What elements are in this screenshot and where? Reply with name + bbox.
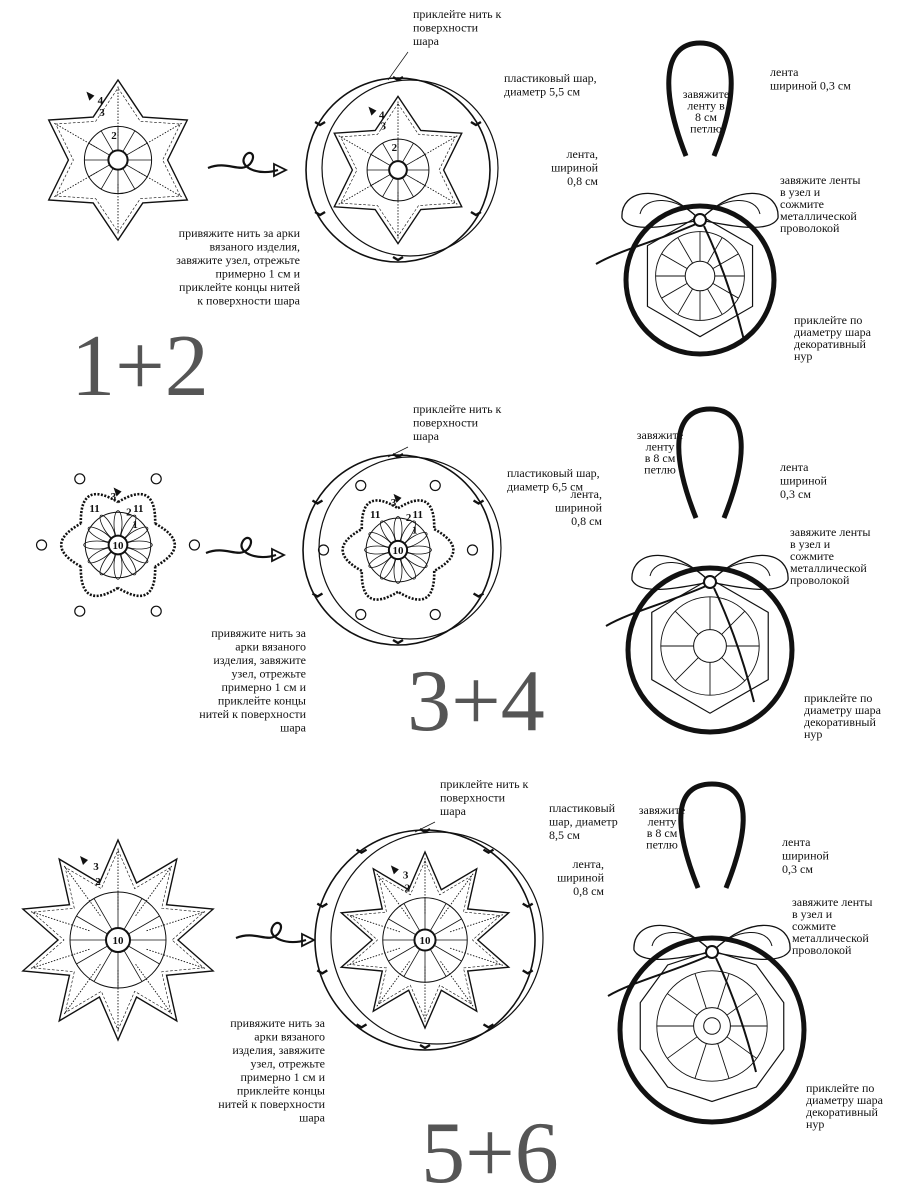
- ornament-motif-spoke: [695, 1043, 706, 1078]
- motif-picot: [430, 480, 440, 490]
- knot-label-line: сожмите: [780, 197, 824, 211]
- knot-label-line: в узел и: [792, 907, 833, 921]
- tie-label-line: арки вязаного: [254, 1029, 325, 1044]
- ribbon-wide-label-line: 0,8 см: [573, 884, 604, 898]
- motif-row-number: 2: [95, 876, 101, 888]
- motif-picot: [356, 480, 366, 490]
- ribbon-thin-label-line: 0,3 см: [780, 487, 811, 501]
- ball-label-line: диаметр 6,5 см: [507, 479, 584, 494]
- knot-label-line: сожмите: [790, 549, 834, 563]
- motif-stitch: [434, 945, 461, 961]
- knot-label-line: проволокой: [780, 221, 840, 235]
- ornament-motif-spoke: [678, 238, 693, 264]
- thread-tie-mark: [420, 1045, 430, 1048]
- motif-stitch: [128, 946, 159, 964]
- section-2: [37, 402, 882, 750]
- thread-tie-mark: [393, 257, 403, 260]
- knot-label-line: в узел и: [790, 537, 831, 551]
- ribbon-wide-label: [557, 857, 605, 898]
- loop-label-line: завяжите: [638, 803, 686, 817]
- ribbon-loop: [681, 784, 743, 888]
- tie-label-line: приклейте концы: [217, 693, 306, 708]
- ornament-motif-spoke: [678, 289, 693, 315]
- motif-petal: [84, 541, 111, 549]
- thread-tie-mark: [315, 212, 325, 215]
- motif-row-number: 4: [97, 95, 104, 107]
- motif-spoke: [147, 949, 207, 968]
- knot-label-line: завяжите ленты: [780, 173, 861, 187]
- tie-label-line: нитей к поверхности: [218, 1097, 325, 1111]
- ribbon-loop: [679, 409, 741, 518]
- motif-row-number: 11: [369, 509, 381, 522]
- glue-label: [413, 7, 502, 48]
- cord-label-line: диаметру шара: [804, 703, 881, 717]
- ornament-ball: [628, 568, 792, 732]
- motif-stitch: [406, 155, 425, 166]
- ornament-ball: [620, 938, 804, 1122]
- motif-stitch: [402, 143, 413, 162]
- loop-label: [637, 428, 683, 477]
- motif-row-number: 3: [93, 861, 99, 873]
- motif-picot: [467, 545, 477, 555]
- finished-ornament: [551, 43, 872, 363]
- ribbon-wide-label-line: лента,: [570, 487, 602, 501]
- motif-chain-arc: [118, 566, 155, 595]
- finished-ornament: [555, 409, 882, 741]
- tie-label-line: шара: [280, 720, 306, 735]
- section-1: [49, 7, 872, 415]
- motif-spoke: [450, 915, 503, 932]
- cord-label-line: декоративный: [794, 337, 866, 351]
- thread-tie-mark: [523, 970, 533, 973]
- knot-label-line: завяжите ленты: [792, 895, 873, 909]
- motif-stitch: [76, 916, 107, 934]
- glue-label-line: шара: [413, 429, 439, 443]
- tie-label-line: примерно 1 см и: [240, 1070, 325, 1084]
- ornament-motif-center: [694, 1008, 731, 1045]
- motif-chain-arc: [362, 571, 398, 600]
- knot-label-line: металлической: [792, 931, 869, 945]
- motif-picot: [430, 610, 440, 620]
- cord-label-line: приклейте по: [806, 1081, 875, 1095]
- ball-label-line: диаметр 5,5 см: [504, 84, 581, 99]
- ribbon-thin-label-line: шириной: [782, 848, 829, 863]
- glue-label: [413, 402, 502, 443]
- thread-tie-mark: [471, 212, 481, 215]
- ribbon-knot: [694, 214, 706, 226]
- motif-stitch: [404, 903, 420, 930]
- motif-stitch: [94, 950, 112, 981]
- tie-label: [218, 1016, 325, 1125]
- ribbon-thin-label: [782, 835, 830, 876]
- ornament-motif-center: [685, 261, 715, 291]
- motif-row-number: 1: [411, 524, 418, 537]
- motif-spoke: [30, 949, 90, 968]
- tie-label-line: приклейте концы нитей: [179, 280, 300, 294]
- motif-stitch: [89, 165, 110, 177]
- motif-stitch: [126, 143, 147, 155]
- tie-label-line: примерно 1 см и: [215, 266, 300, 281]
- bow-loop: [622, 193, 700, 227]
- ball-label: [549, 801, 618, 842]
- cord-label-line: приклейте по: [804, 691, 873, 705]
- ribbon-wide-label-line: шириной: [551, 160, 598, 175]
- motif-spoke: [147, 911, 207, 930]
- motif-spoke: [347, 915, 400, 932]
- crochet-chart: [23, 840, 213, 1040]
- knot-label-line: металлической: [780, 209, 857, 223]
- motif-row-number: 2: [111, 130, 117, 143]
- motif-stitch: [123, 168, 135, 189]
- transition-arrow-icon: [208, 153, 278, 172]
- loop-label-line: петлю: [646, 837, 678, 852]
- ornament-motif-spoke: [718, 974, 729, 1009]
- motif-picot: [75, 606, 85, 616]
- tie-label-line: к поверхности шара: [197, 293, 300, 308]
- ribbon-thin-label-line: лента: [770, 65, 799, 79]
- cord-label-line: диаметру шара: [794, 325, 871, 339]
- motif-stitch: [89, 143, 110, 155]
- glue-label-line: поверхности: [413, 415, 479, 430]
- ribbon-tail: [716, 958, 756, 1072]
- leader-line: [388, 52, 408, 80]
- ball-with-motif: [306, 77, 498, 262]
- ball-label-line: пластиковый: [549, 801, 616, 815]
- start-marker-icon: [80, 856, 88, 865]
- cord-label: [794, 313, 872, 363]
- ornament-motif-spoke: [667, 994, 697, 1016]
- motif-stitch: [388, 945, 415, 961]
- plastic-ball-rim: [331, 832, 543, 1044]
- ornament-motif-spoke: [675, 658, 698, 681]
- motif-row-number: 3: [380, 120, 387, 133]
- motif-chain-arc: [343, 529, 362, 571]
- knot-label: [790, 525, 870, 587]
- motif-row-number: 11: [133, 503, 144, 516]
- motif-stitch: [94, 898, 112, 929]
- loop-label-line: ленту в: [687, 98, 725, 113]
- tie-label-line: арки вязаного: [235, 639, 306, 654]
- bow-loop: [700, 193, 778, 227]
- thread-tie-mark: [393, 640, 403, 643]
- motif-stitch: [126, 165, 147, 177]
- ribbon-thin-label: [780, 460, 828, 501]
- ornament-motif-spoke: [713, 283, 739, 298]
- motif-center-ring: [108, 150, 127, 169]
- start-marker-icon: [86, 92, 94, 101]
- loop-label-line: ленту: [647, 814, 677, 829]
- tie-label-line: изделия, завяжите: [213, 653, 306, 667]
- tie-label-line: нитей к поверхности: [199, 707, 306, 721]
- ribbon-wide-label: [551, 147, 599, 188]
- ornament-motif-core: [704, 1018, 721, 1035]
- motif-petal: [114, 511, 122, 538]
- motif-stitch: [434, 919, 461, 935]
- motif-picot: [151, 474, 161, 484]
- step-number: 5+6: [421, 1105, 559, 1200]
- ribbon-wide-label-line: лента,: [566, 147, 598, 161]
- knot-label-line: проволокой: [792, 943, 852, 957]
- bow-loop: [632, 555, 710, 589]
- motif-stitch: [123, 131, 135, 152]
- ball-label: [504, 71, 597, 99]
- motif-picot: [37, 540, 47, 550]
- motif-stitch: [128, 916, 159, 934]
- tie-label-line: шара: [299, 1110, 325, 1125]
- motif-spoke: [450, 948, 503, 965]
- motif-row-number: 1: [132, 518, 138, 531]
- loop-label-line: ленту: [645, 439, 675, 454]
- transition-arrow-icon: [206, 538, 276, 557]
- motif-stitch: [124, 950, 142, 981]
- tie-label-line: узел, отрежьте: [231, 666, 306, 681]
- tie-label: [176, 226, 301, 308]
- motif-row-number: 11: [412, 509, 423, 522]
- motif-stitch: [388, 919, 415, 935]
- glue-label-line: приклейте нить к: [440, 777, 529, 791]
- tie-label-line: завяжите узел, отрежьте: [176, 253, 300, 267]
- motif-petal: [394, 558, 402, 584]
- motif-row-number: 4: [379, 109, 385, 122]
- loop-label-line: завяжите: [636, 428, 684, 442]
- bow-loop: [710, 555, 788, 589]
- cord-label: [806, 1081, 884, 1131]
- ornament-motif-center: [694, 630, 727, 663]
- tie-label-line: примерно 1 см и: [221, 680, 306, 694]
- motif-stitch: [430, 949, 446, 976]
- motif-picot: [189, 540, 199, 550]
- glue-label-line: поверхности: [413, 20, 479, 35]
- motif-spoke: [347, 948, 400, 965]
- motif-stitch: [430, 903, 446, 930]
- motif-stitch: [76, 946, 107, 964]
- cord-label-line: нур: [806, 1117, 825, 1131]
- motif-stitch: [404, 949, 420, 976]
- thread-tie-mark: [312, 594, 322, 597]
- loop-label-line: в 8 см: [644, 451, 676, 465]
- tie-label-line: привяжите нить за арки: [178, 226, 300, 240]
- ribbon-wide-label-line: шириной: [557, 870, 604, 885]
- start-marker-icon: [391, 865, 399, 874]
- ribbon-thin-label-line: лента: [782, 835, 811, 849]
- motif-chain-arc: [398, 571, 434, 600]
- ribbon-thin-label-line: шириной 0,3 см: [770, 78, 851, 93]
- ornament-motif-spoke: [695, 974, 706, 1009]
- crochet-chart: [37, 474, 200, 616]
- plastic-ball-rim: [319, 457, 501, 639]
- motif-chain-arc: [434, 529, 453, 571]
- motif-petal: [114, 553, 122, 580]
- motif-chain-arc: [155, 524, 175, 567]
- glue-label-line: шара: [413, 34, 439, 48]
- loop-label-line: завяжите: [682, 87, 730, 101]
- motif-center-label: 10: [419, 935, 431, 947]
- cord-label-line: нур: [804, 727, 823, 741]
- loop-label-line: петлю: [644, 462, 676, 477]
- ribbon-tail: [606, 586, 706, 626]
- motif-center-label: 10: [112, 540, 124, 552]
- motif-stitch: [383, 178, 394, 197]
- transition-arrow-icon: [236, 923, 306, 942]
- ornament-motif-spoke: [662, 283, 688, 298]
- motif-spoke: [30, 911, 90, 930]
- motif-chain-arc: [61, 524, 81, 567]
- ornament-motif-spoke: [722, 658, 745, 681]
- tie-label-line: узел, отрежьте: [250, 1056, 325, 1071]
- ball-label-line: пластиковый шар,: [507, 466, 600, 480]
- motif-center-ring: [389, 161, 407, 179]
- ball-label-line: 8,5 см: [549, 828, 580, 842]
- plastic-ball-rim: [322, 80, 498, 256]
- motif-stitch: [402, 178, 413, 197]
- ribbon-knot: [706, 946, 718, 958]
- cord-label-line: декоративный: [804, 715, 876, 729]
- motif-petal: [126, 541, 153, 549]
- thread-tie-mark: [317, 904, 327, 907]
- knot-label-line: завяжите ленты: [790, 525, 871, 539]
- motif-stitch: [101, 168, 113, 189]
- motif-stitch: [124, 898, 142, 929]
- motif-center-label: 10: [392, 545, 404, 557]
- ribbon-knot: [704, 576, 716, 588]
- knot-label: [780, 173, 860, 235]
- start-marker-icon: [368, 107, 376, 116]
- ribbon-tail: [608, 956, 708, 996]
- motif-row-number: 3: [110, 490, 117, 503]
- motif-row-number: 2: [405, 512, 412, 525]
- cord-label-line: диаметру шара: [806, 1093, 883, 1107]
- cord-label-line: приклейте по: [794, 313, 863, 327]
- bow-loop: [712, 925, 790, 959]
- loop-label-line: в 8 см: [646, 826, 678, 840]
- loop-label: [639, 803, 685, 852]
- glue-label-line: поверхности: [440, 790, 506, 805]
- motif-stitch: [371, 155, 390, 166]
- motif-petal: [406, 546, 432, 554]
- glue-label: [440, 777, 529, 818]
- cord-label-line: декоративный: [806, 1105, 878, 1119]
- motif-row-number: 3: [390, 496, 397, 509]
- ornament-motif-spoke: [675, 611, 698, 634]
- knot-label: [792, 895, 872, 957]
- motif-row-number: 2: [391, 141, 398, 154]
- loop-label-line: петлю: [690, 121, 722, 136]
- motif-center-label: 10: [112, 935, 124, 947]
- ball-label-line: шар, диаметр: [549, 814, 618, 829]
- step-number: 1+2: [71, 318, 209, 415]
- loop-label-line: 8 см: [695, 110, 717, 124]
- motif-row-number: 11: [89, 503, 100, 516]
- glue-label-line: приклейте нить к: [413, 7, 502, 21]
- motif-petal: [365, 546, 391, 554]
- tie-label-line: привяжите нить за: [230, 1016, 325, 1030]
- ribbon-thin-label-line: 0,3 см: [782, 862, 813, 876]
- ball-with-motif: [303, 454, 501, 645]
- motif-row-number: 2: [126, 506, 132, 519]
- step-number: 3+4: [407, 653, 545, 750]
- knot-label-line: металлической: [790, 561, 867, 575]
- ornament-motif-spoke: [727, 994, 757, 1016]
- motif-picot: [356, 610, 366, 620]
- ribbon-tail: [714, 588, 754, 702]
- motif-stitch: [406, 174, 425, 185]
- thread-tie-mark: [474, 594, 484, 597]
- knot-label-line: проволокой: [790, 573, 850, 587]
- motif-picot: [75, 474, 85, 484]
- motif-row-number: 3: [99, 107, 105, 119]
- thread-tie-mark: [317, 970, 327, 973]
- motif-picot: [151, 606, 161, 616]
- bow-loop: [634, 925, 712, 959]
- ribbon-thin-label-line: шириной: [780, 473, 827, 488]
- motif-row-number: 3: [402, 869, 409, 882]
- ribbon-wide-label-line: лента,: [572, 857, 604, 871]
- ornament-motif-spoke: [667, 1037, 697, 1059]
- tie-label-line: изделия, завяжите: [232, 1043, 325, 1057]
- motif-stitch: [371, 174, 390, 185]
- ribbon-thin-label-line: лента: [780, 460, 809, 474]
- motif-row-number: 2: [404, 882, 411, 895]
- motif-chain-arc: [81, 566, 118, 595]
- ribbon-wide-label-line: 0,8 см: [571, 514, 602, 528]
- ribbon-thin-label: [770, 65, 851, 93]
- cord-label: [804, 691, 882, 741]
- tie-label-line: приклейте концы: [236, 1083, 325, 1098]
- ribbon-wide-label-line: 0,8 см: [567, 174, 598, 188]
- ribbon-wide-label-line: шириной: [555, 500, 602, 515]
- glue-label-line: шара: [440, 804, 466, 818]
- ornament-motif-spoke: [718, 1043, 729, 1078]
- ornament-ball: [626, 206, 774, 354]
- cord-label-line: нур: [794, 349, 813, 363]
- finished-ornament: [557, 784, 884, 1131]
- section-3: [23, 777, 884, 1200]
- ball-label-line: пластиковый шар,: [504, 71, 597, 85]
- crochet-chart: [49, 80, 188, 240]
- glue-label-line: приклейте нить к: [413, 402, 502, 416]
- tie-label-line: вязаного изделия,: [209, 239, 300, 254]
- ball-with-motif: [315, 829, 543, 1050]
- knot-label-line: сожмите: [792, 919, 836, 933]
- ornament-motif-spoke: [662, 254, 688, 269]
- motif-picot: [319, 545, 329, 555]
- thread-tie-mark: [523, 904, 533, 907]
- motif-petal: [394, 517, 402, 543]
- tie-label-line: привяжите нить за: [211, 626, 306, 640]
- tie-label: [199, 626, 306, 735]
- knot-label-line: в узел и: [780, 185, 821, 199]
- ornament-motif-spoke: [707, 289, 722, 315]
